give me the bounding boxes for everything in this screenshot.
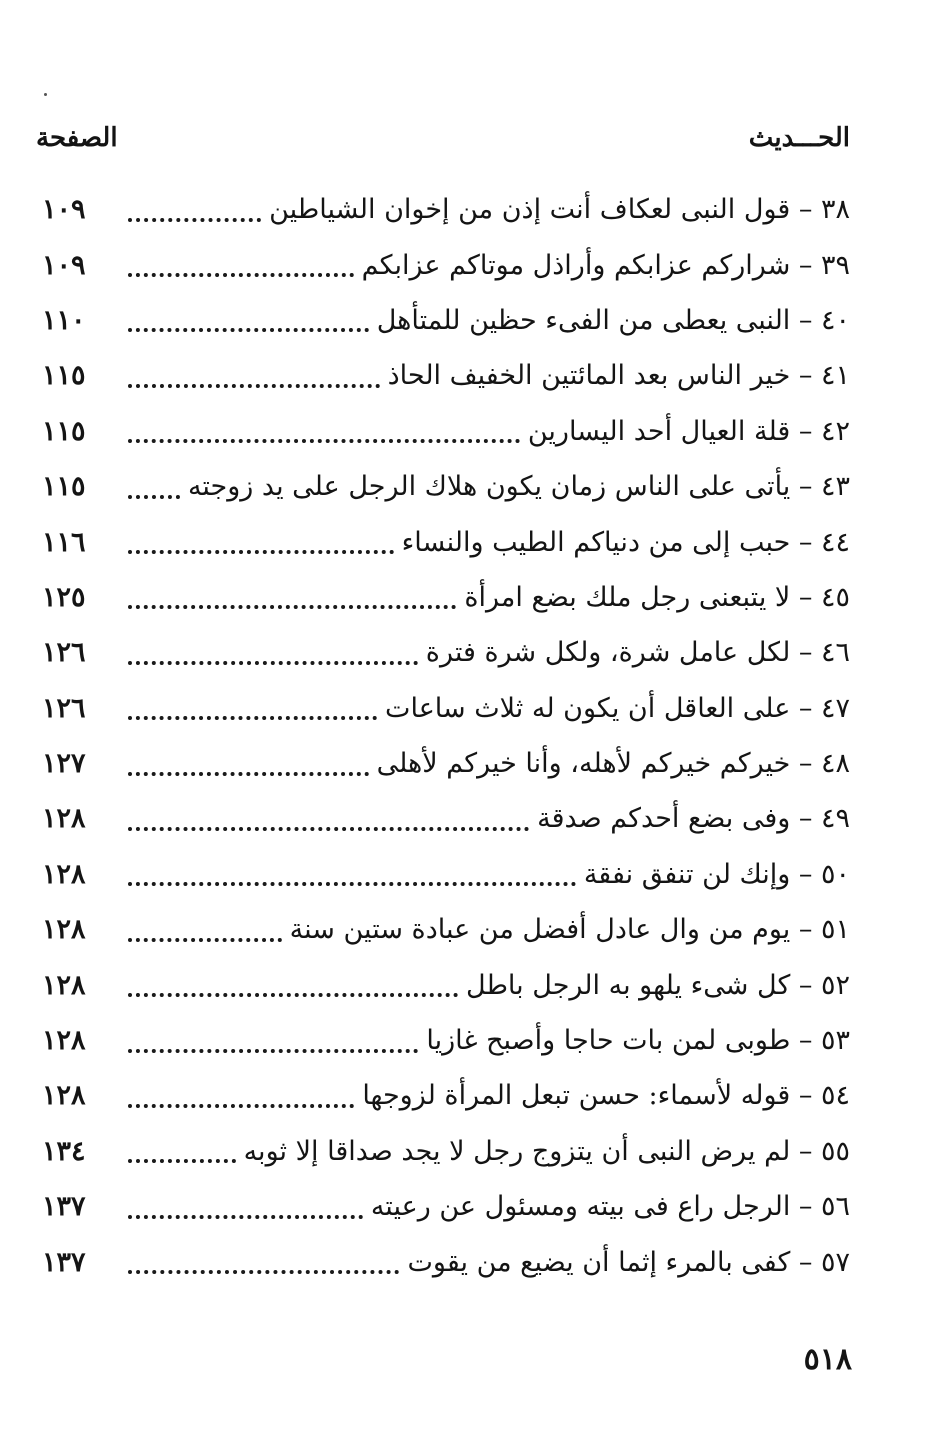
toc-row (42, 1068, 850, 1123)
toc-page-number: ١٢٨ (42, 1080, 86, 1112)
toc-page-number: ١٢٨ (42, 1025, 86, 1057)
dot-leader (128, 827, 529, 831)
dot-leader (128, 1104, 354, 1108)
toc-entry-title: ٤٦ – لكل عامل شرة، ولكل شرة فترة (425, 637, 850, 669)
dot-leader (128, 384, 380, 388)
toc-page-number: ١٢٨ (42, 914, 86, 946)
toc-entry-title: ٥٢ – كل شىء يلهو به الرجل باطل (466, 969, 850, 1001)
dot-leader (128, 772, 369, 776)
toc-row (42, 957, 850, 1012)
toc-entry-title: ٥٤ – قوله لأسماء: حسن تبعل المرأة لزوجها (362, 1080, 850, 1112)
dot-leader (128, 218, 261, 222)
toc-row (42, 570, 850, 625)
dot-leader (128, 1049, 418, 1053)
toc-page-number: ١٣٧ (42, 1191, 86, 1223)
toc-entry-title: ٤٧ – على العاقل أن يكون له ثلاث ساعات (385, 692, 850, 724)
dot-leader (128, 938, 282, 942)
toc-page-number: ١٢٥ (42, 581, 86, 613)
toc-entry-title: ٤٢ – قلة العيال أحد اليسارين (527, 415, 850, 447)
toc-entry-title: ٤٥ – لا يتبعنى رجل ملك بضع امرأة (464, 581, 850, 613)
toc-row (42, 791, 850, 846)
dot-leader (128, 495, 180, 499)
toc-page-number: ١٣٤ (42, 1135, 86, 1167)
toc-entry-title: ٤٣ – يأتى على الناس زمان يكون هلاك الرجل على يد زوجته (187, 471, 850, 503)
toc-row (42, 182, 850, 237)
toc-entry-title: ٤٠ – النبى يعطى من الفىء حظين للمتأهل (376, 304, 850, 336)
toc-row (42, 681, 850, 736)
toc-entry-title: ٥٦ – الرجل راع فى بيته ومسئول عن رعيته (370, 1191, 850, 1223)
toc-page-number: ١١٥ (42, 415, 86, 447)
toc-page-number: ١٢٨ (42, 858, 86, 890)
toc-row (42, 1013, 850, 1068)
dot-leader (128, 273, 354, 277)
toc-row (42, 514, 850, 569)
toc-page-number: ١٣٧ (42, 1246, 86, 1278)
dot-leader (128, 439, 520, 443)
dot-leader (128, 716, 377, 720)
toc-entry-title: ٥٧ – كفى بالمرء إثما أن يضيع من يقوت (407, 1246, 850, 1278)
toc-page-number: ١١٠ (42, 304, 86, 336)
toc-row (42, 293, 850, 348)
toc-page-number: ١٠٩ (42, 249, 86, 281)
dot-leader (128, 882, 576, 886)
toc-page-number: ١٢٨ (42, 803, 86, 835)
table-of-contents (42, 182, 850, 1290)
toc-entry-title: ٥١ – يوم من وال عادل أفضل من عبادة ستين سنة (289, 914, 850, 946)
toc-page-number: ١٠٩ (42, 194, 86, 226)
page-number: ٥١٨ (803, 1342, 852, 1377)
toc-page-number: ١٢٧ (42, 748, 86, 780)
toc-entry-title: ٤٨ – خيركم خيركم لأهله، وأنا خيركم لأهلى (376, 748, 850, 780)
ink-speck (44, 93, 47, 96)
column-headers (36, 118, 850, 158)
dot-leader (128, 1159, 236, 1163)
toc-row (42, 1179, 850, 1234)
toc-page-number: ١٢٦ (42, 692, 86, 724)
page-column-header: الصفحة (36, 123, 118, 153)
toc-row (42, 237, 850, 292)
dot-leader (128, 605, 456, 609)
toc-row (42, 1234, 850, 1289)
toc-row (42, 736, 850, 791)
toc-row (42, 404, 850, 459)
dot-leader (128, 1270, 399, 1274)
dot-leader (128, 1215, 363, 1219)
dot-leader (128, 993, 458, 997)
toc-entry-title: ٥٥ – لم يرض النبى أن يتزوج رجل لا يجد صداقا إلا ثوبه (243, 1135, 850, 1167)
toc-entry-title: ٥٣ – طوبى لمن بات حاجا وأصبح غازيا (426, 1025, 850, 1057)
toc-entry-title: ٣٨ – قول النبى لعكاف أنت إذن من إخوان الشياطين (269, 194, 850, 226)
toc-entry-title: ٤٩ – وفى بضع أحدكم صدقة (537, 803, 850, 835)
toc-row (42, 625, 850, 680)
toc-row (42, 348, 850, 403)
toc-page-number: ١١٦ (42, 526, 86, 558)
toc-page-number: ١٢٨ (42, 969, 86, 1001)
toc-row (42, 1124, 850, 1179)
toc-entry-title: ٥٠ – وإنك لن تنفق نفقة (583, 858, 850, 890)
toc-page-number: ١١٥ (42, 360, 86, 392)
toc-page-number: ١٢٦ (42, 637, 86, 669)
toc-row (42, 847, 850, 902)
toc-entry-title: ٤١ – خير الناس بعد المائتين الخفيف الحاذ (387, 360, 850, 392)
toc-entry-title: ٣٩ – شراركم عزابكم وأراذل موتاكم عزابكم (361, 249, 850, 281)
hadith-column-header: الحـــديث (748, 123, 850, 153)
dot-leader (128, 550, 394, 554)
dot-leader (128, 328, 369, 332)
dot-leader (128, 661, 418, 665)
toc-entry-title: ٤٤ – حبب إلى من دنياكم الطيب والنساء (401, 526, 850, 558)
toc-row (42, 902, 850, 957)
toc-page-number: ١١٥ (42, 471, 86, 503)
toc-row (42, 459, 850, 514)
